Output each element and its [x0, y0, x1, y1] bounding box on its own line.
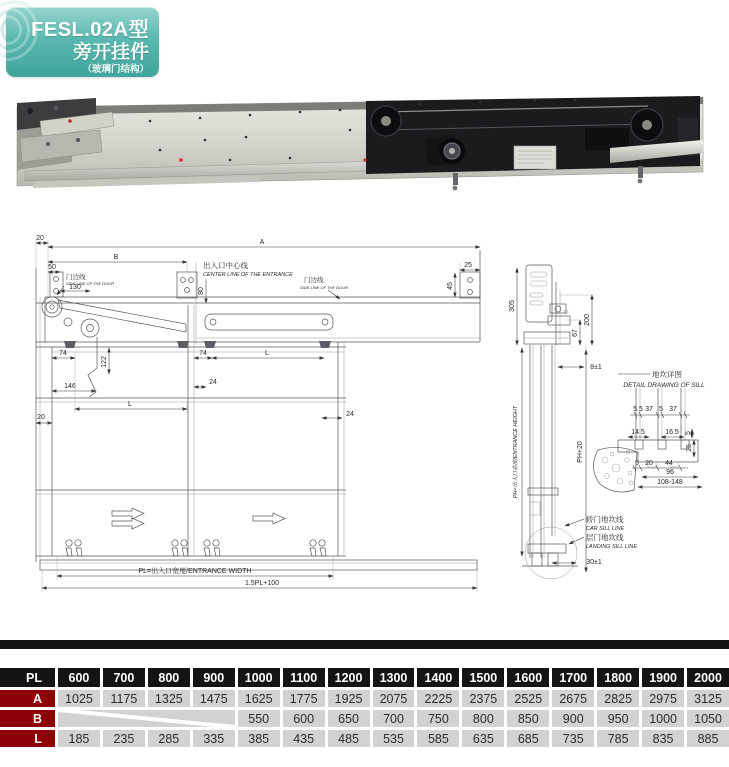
dimension-table [0, 668, 729, 747]
table-cell: 800 [462, 710, 504, 727]
merged-empty-cell [58, 710, 235, 727]
sill-detail-title-cn: 地坎详图 [652, 370, 682, 379]
dim-25: 25 [464, 262, 472, 269]
row-label-L: L [0, 730, 55, 747]
table-cell: 950 [597, 710, 639, 727]
column-header: 1700 [552, 668, 594, 687]
dim-74-left: 74 [59, 350, 67, 357]
model-code: FESL.02A型 [31, 19, 149, 41]
dim-5-vert: 5 [685, 431, 692, 435]
table-cell: 185 [58, 730, 100, 747]
table-cell: 600 [283, 710, 325, 727]
dim-44: 44 [665, 460, 673, 467]
column-header: 1300 [373, 668, 415, 687]
product-badge [6, 7, 159, 77]
table-cell: 2225 [417, 690, 459, 707]
car-sill-line-label-cn: 轿门地坎线 [586, 515, 624, 524]
dim-37b: 37 [669, 406, 677, 413]
dim-5-5: 5.5 [633, 406, 643, 413]
table-cell: 2675 [552, 690, 594, 707]
dim-20-top: 20 [36, 235, 44, 242]
dim-16-5: 16.5 [665, 429, 679, 436]
dim-45: 45 [447, 282, 454, 290]
table-cell: 2075 [373, 690, 415, 707]
table-cell: 335 [193, 730, 235, 747]
sill-detail-title-en: DETAIL DRAWING OF SILL [623, 382, 705, 389]
door-operator-photo [0, 90, 729, 205]
landing-sill-line-label-en: LANDING SILL LINE [586, 544, 637, 550]
guide-shoes [66, 540, 326, 556]
product-subtitle: （玻璃门结构） [82, 64, 149, 75]
table-cell: 2825 [597, 690, 639, 707]
entrance-height-label: PH=出入口高度/ENTRANCE HEIGHT [513, 405, 519, 499]
column-header: 1100 [283, 668, 325, 687]
table-cell: 735 [552, 730, 594, 747]
dim-24-mid: 24 [209, 379, 217, 386]
dim-8pm1: 8±1 [590, 364, 602, 371]
column-header: 800 [148, 668, 190, 687]
column-header: 2000 [687, 668, 729, 687]
dim-A: A [259, 239, 265, 246]
car-sill-line-label-en: CAR SILL LINE [586, 526, 625, 532]
table-cell: 535 [373, 730, 415, 747]
table-corner-label: PL [0, 668, 55, 687]
door-side-line2-label-cn: 门边线 [304, 277, 324, 284]
table-top-bar [0, 640, 729, 649]
dim-50: 50 [48, 264, 56, 271]
entrance-width-label: PL=出入口宽度/ENTRANCE WIDTH [138, 568, 252, 575]
table-cell: 835 [642, 730, 684, 747]
dim-130: 130 [69, 284, 81, 291]
dim-305: 305 [509, 300, 516, 312]
front-view-dimensions [36, 235, 480, 592]
column-header: 1200 [328, 668, 370, 687]
dim-14-5: 14.5 [631, 429, 645, 436]
dim-74-mid: 74 [199, 350, 207, 357]
table-cell: 635 [462, 730, 504, 747]
column-header: 1800 [597, 668, 639, 687]
table-cell: 435 [283, 730, 325, 747]
column-header: 1000 [238, 668, 280, 687]
dim-24-right: 24 [346, 411, 354, 418]
dim-L-upper: L [265, 350, 269, 357]
door-side-line2-label-en: SIDE LINE OF THE DOOR [300, 285, 349, 290]
table-cell: 385 [238, 730, 280, 747]
dim-5a: 5 [659, 406, 663, 413]
dim-80: 80 [198, 287, 205, 295]
dim-20-left: 20 [37, 414, 45, 421]
dim-67: 67 [572, 329, 579, 337]
row-label-A: A [0, 690, 55, 707]
dim-B: B [113, 254, 119, 261]
table-cell: 2375 [462, 690, 504, 707]
dim-146: 146 [64, 383, 76, 390]
table-cell: 1925 [328, 690, 370, 707]
column-header: 1500 [462, 668, 504, 687]
column-header: 900 [193, 668, 235, 687]
column-header: 1900 [642, 668, 684, 687]
door-side-line-label-cn: 门边线 [66, 274, 86, 281]
overall-width-label: 1.5PL+100 [244, 580, 280, 587]
table-cell: 1000 [642, 710, 684, 727]
dim-L-lower: L [128, 401, 132, 408]
dim-96: 96 [666, 469, 674, 476]
table-cell: 750 [417, 710, 459, 727]
landing-sill-line-label-cn: 层门地坎线 [586, 533, 624, 542]
table-cell: 700 [373, 710, 415, 727]
center-line-label-en: CENTER LINE OF THE ENTRANCE [203, 272, 293, 278]
table-cell: 1475 [193, 690, 235, 707]
table-cell: 2525 [507, 690, 549, 707]
table-cell: 285 [148, 730, 190, 747]
table-cell: 650 [328, 710, 370, 727]
table-cell: 1025 [58, 690, 100, 707]
dim-ph20: PH+20 [577, 441, 584, 463]
table-cell: 1325 [148, 690, 190, 707]
column-header: 1400 [417, 668, 459, 687]
dim-200: 200 [584, 314, 591, 326]
dim-122: 122 [101, 356, 108, 368]
dim-20: 20 [645, 460, 653, 467]
table-cell: 1050 [687, 710, 729, 727]
dim-108-148: 108-148 [657, 479, 683, 486]
table-cell: 235 [103, 730, 145, 747]
table-cell: 885 [687, 730, 729, 747]
table-cell: 900 [552, 710, 594, 727]
table-cell: 785 [597, 730, 639, 747]
row-label-B: B [0, 710, 55, 727]
table-cell: 850 [507, 710, 549, 727]
product-name: 旁开挂件 [72, 42, 149, 63]
door-side-line-label-en: SIDE LINE OF THE DOOR [66, 281, 115, 286]
nameplate-label [514, 146, 556, 169]
dim-5b: 5 [635, 460, 639, 467]
table-cell: 550 [238, 710, 280, 727]
side-view [509, 265, 637, 579]
column-header: 700 [103, 668, 145, 687]
dim-30pm1: 30±1 [586, 559, 602, 566]
column-header: 1600 [507, 668, 549, 687]
dim-25-vert: 25 [686, 444, 693, 452]
table-cell: 1175 [103, 690, 145, 707]
table-cell: 585 [417, 730, 459, 747]
front-view [36, 250, 480, 570]
table-cell: 2975 [642, 690, 684, 707]
gusset-holes [602, 450, 633, 485]
sill-detail [593, 369, 705, 492]
table-cell: 1625 [238, 690, 280, 707]
center-line-label-cn: 出入口中心线 [203, 261, 248, 270]
technical-drawing [0, 210, 729, 650]
table-cell: 3125 [687, 690, 729, 707]
column-header: 600 [58, 668, 100, 687]
table-cell: 1775 [283, 690, 325, 707]
dim-37a: 37 [645, 406, 653, 413]
table-cell: 485 [328, 730, 370, 747]
table-cell: 685 [507, 730, 549, 747]
